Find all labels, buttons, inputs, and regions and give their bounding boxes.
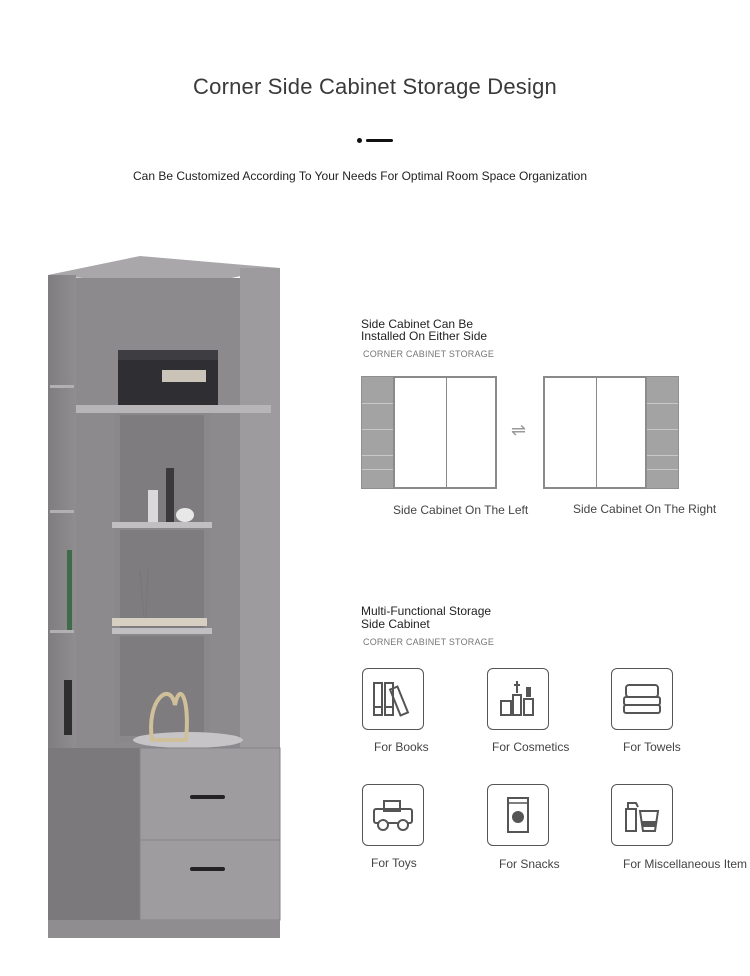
- storage-section-title-line2: Side Cabinet: [361, 617, 430, 631]
- divider-dot: [357, 138, 362, 143]
- diagram-left: [361, 376, 497, 489]
- storage-section-subtitle: CORNER CABINET STORAGE: [363, 637, 495, 647]
- books-icon: [362, 668, 424, 730]
- cosmetics-icon: [487, 668, 549, 730]
- corner-cabinet-illustration: [40, 250, 290, 950]
- wardrobe-right: [543, 376, 647, 489]
- install-section-title-line1: Side Cabinet Can Be: [361, 317, 474, 331]
- label-snacks: For Snacks: [499, 857, 560, 871]
- side-cabinet-right: [646, 376, 679, 489]
- label-miscellaneous: For Miscellaneous Item: [623, 857, 748, 871]
- label-toys: For Toys: [371, 856, 417, 870]
- storage-section-title-line1: Multi-Functional Storage: [361, 604, 492, 618]
- page-title: Corner Side Cabinet Storage Design: [193, 74, 557, 99]
- page-subtitle: Can Be Customized According To Your Needs For Optimal Room Space Organization: [132, 169, 587, 183]
- side-cabinet-left: [361, 376, 394, 489]
- label-cosmetics: For Cosmetics: [492, 740, 570, 754]
- swap-icon: ⇌: [511, 420, 527, 440]
- cleaning-supplies-icon: [611, 784, 673, 846]
- caption-right: Side Cabinet On The Right: [573, 502, 717, 516]
- install-section-title-line2: Installed On Either Side: [361, 329, 488, 343]
- snack-bag-icon: [487, 784, 549, 846]
- diagram-right: [543, 376, 679, 489]
- label-books: For Books: [374, 740, 429, 754]
- label-towels: For Towels: [623, 740, 681, 754]
- wardrobe-left: [393, 376, 497, 489]
- divider-bar: [366, 139, 393, 142]
- caption-left: Side Cabinet On The Left: [393, 503, 529, 517]
- toy-truck-icon: [362, 784, 424, 846]
- install-section-subtitle: CORNER CABINET STORAGE: [363, 349, 495, 359]
- towels-icon: [611, 668, 673, 730]
